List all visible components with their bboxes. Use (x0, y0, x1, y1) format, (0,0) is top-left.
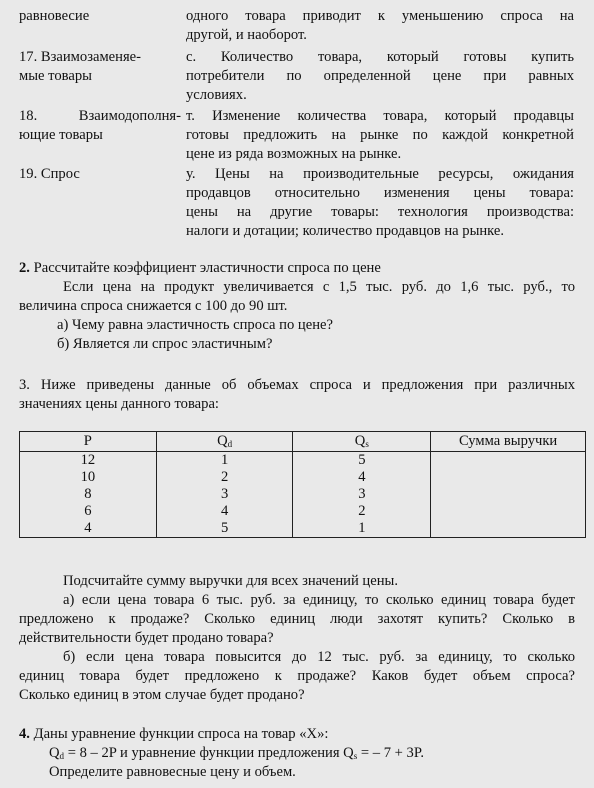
eq-sub-d: d (59, 751, 65, 761)
definition-term (19, 48, 184, 86)
table-header-row (20, 432, 586, 452)
header-revenue-label: Сумма выручки (458, 433, 558, 449)
definition-desc (186, 107, 574, 164)
cell-price: 8 (20, 486, 157, 503)
table-row (20, 520, 586, 538)
cell-qd: 3 (156, 486, 293, 503)
header-price (20, 432, 157, 452)
task-2-question-b: б) Является ли спрос эластичным? (57, 336, 273, 352)
task-4-equation (19, 744, 575, 763)
task-3-b-line: б) если цена товара повысится до 12 тыс. руб. за единицу, то сколько (63, 649, 575, 665)
task-2-body-line: величина спроса снижается с 100 до 90 шт. (19, 298, 288, 314)
task-3-instruction: Подсчитайте сумму выручки для всех значений цены. (63, 573, 398, 589)
cell-qs: 3 (293, 486, 431, 503)
table-row (20, 486, 586, 503)
desc-line: у. Цены на производительные ресурсы, ожидания (186, 166, 574, 182)
term-line: 18. Взаимодополня- (19, 108, 181, 124)
term-line: равновесие (19, 8, 90, 24)
cell-price: 4 (20, 520, 157, 538)
definition-desc (186, 48, 574, 105)
cell-qs: 4 (293, 469, 431, 486)
desc-line: с. Количество товара, который готовы купить (186, 49, 574, 65)
task-3-intro-line: 3. Ниже приведены данные об объемах спроса и предложения при различных (19, 377, 575, 393)
header-qs-subscript: s (365, 439, 369, 449)
cell-qs: 1 (293, 520, 431, 538)
eq-q-demand: Q (49, 745, 60, 761)
supply-demand-table (19, 431, 586, 538)
task-3-a-line: а) если цена товара 6 тыс. руб. за единицу, то сколько единиц товара будет (63, 592, 575, 608)
header-qd-label: Q (217, 433, 228, 449)
header-revenue (431, 432, 586, 452)
desc-line: т. Изменение количества товара, который продавцы (186, 108, 574, 124)
cell-revenue (431, 469, 586, 486)
task-4-number: 4. (19, 726, 30, 742)
task-3-b-line: Сколько единиц в этом случае будет продано? (19, 687, 305, 703)
definition-desc (186, 165, 574, 241)
term-line: мые товары (19, 68, 92, 84)
table-row (20, 469, 586, 486)
task-3-questions (19, 572, 575, 705)
cell-revenue (431, 452, 586, 470)
cell-qd: 2 (156, 469, 293, 486)
cell-revenue (431, 486, 586, 503)
cell-qd: 5 (156, 520, 293, 538)
definition-term (19, 107, 184, 145)
cell-revenue (431, 520, 586, 538)
desc-line: налоги и дотации; количество продавцов на рынке. (186, 223, 505, 239)
task-2-heading (19, 259, 575, 278)
task-3-intro-line: значениях цены данного товара: (19, 396, 219, 412)
cell-qd: 4 (156, 503, 293, 520)
eq-middle: = 8 – 2P и уравнение функции предложения Q (64, 745, 354, 761)
task-3-a-line: предложено к продаже? Сколько единиц люди захотят купить? Сколько в (19, 611, 575, 627)
desc-line: цене из ряда возможных на рынке. (186, 146, 402, 162)
cell-price: 12 (20, 452, 157, 470)
desc-line: цены на другие товары: технология производства: (186, 204, 574, 220)
desc-line: готовы предложить на рынке по каждой конкретной (186, 127, 574, 143)
cell-price: 10 (20, 469, 157, 486)
term-line: 17. Взаимозаменяе- (19, 49, 142, 65)
term-line: ющие товары (19, 127, 103, 143)
term-line: 19. Спрос (19, 166, 80, 182)
task-3-b-line: единиц товара будет предложено к продаже? Каков будет объем спроса? (19, 668, 575, 684)
task-3-intro (19, 376, 575, 414)
cell-revenue (431, 503, 586, 520)
header-quantity-supplied (293, 432, 431, 452)
eq-sub-s: s (353, 751, 358, 761)
definition-desc (186, 7, 574, 45)
desc-line: другой, и наоборот. (186, 27, 307, 43)
desc-line: условиях. (186, 87, 247, 103)
header-price-label: P (83, 433, 92, 449)
definition-term (19, 7, 184, 26)
header-qs-label: Q (354, 433, 366, 449)
header-quantity-demanded (156, 432, 293, 452)
task-2-number: 2. (19, 260, 30, 276)
table-row (20, 503, 586, 520)
table-row (20, 452, 586, 470)
definition-term (19, 165, 184, 184)
task-4-heading (19, 725, 575, 744)
desc-line: потребители по определенной цене при равных (186, 68, 574, 84)
desc-line: одного товара приводит к уменьшению спроса на (186, 8, 574, 24)
header-qd-subscript: d (227, 439, 233, 449)
cell-price: 6 (20, 503, 157, 520)
task-2 (19, 259, 575, 354)
task-4-final: Определите равновесные цену и объем. (49, 764, 296, 780)
task-2-body-line: Если цена на продукт увеличивается с 1,5 тыс. руб. до 1,6 тыс. руб., то (63, 279, 575, 295)
cell-qs: 2 (293, 503, 431, 520)
task-3-a-line: действительности будет продано товара? (19, 630, 274, 646)
task-4 (19, 725, 575, 782)
task-2-question-a: а) Чему равна эластичность спроса по цене? (57, 317, 333, 333)
task-2-title: Рассчитайте коэффициент эластичности спроса по цене (33, 260, 381, 276)
cell-qd: 1 (156, 452, 293, 470)
eq-end: = – 7 + 3P. (357, 745, 424, 761)
cell-qs: 5 (293, 452, 431, 470)
desc-line: продавцов относительно изменения цены товара: (186, 185, 574, 201)
task-4-title: Даны уравнение функции спроса на товар «Х»: (33, 726, 329, 742)
